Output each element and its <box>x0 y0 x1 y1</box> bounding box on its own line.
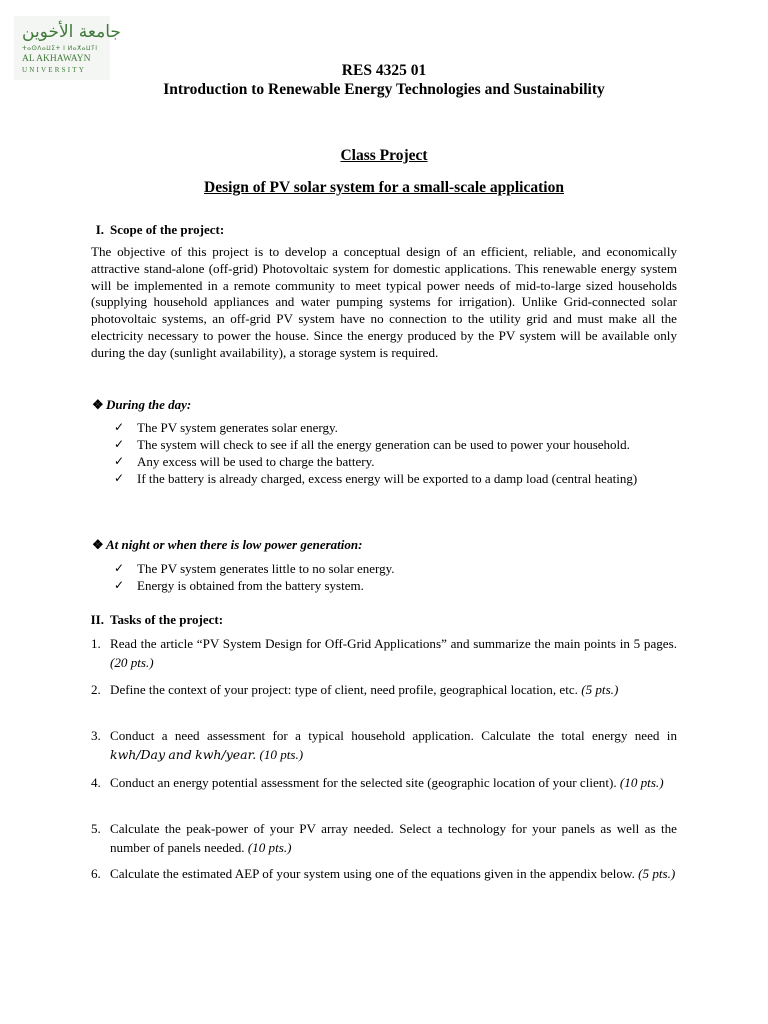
logo-university: UNIVERSITY <box>22 66 86 74</box>
task-points: (10 pts.) <box>247 840 292 855</box>
task-item <box>91 819 677 857</box>
task-number: 1. <box>91 636 101 651</box>
logo-name: AL AKHAWAYN <box>22 54 91 64</box>
during-day-list <box>114 419 674 487</box>
task-text: Calculate the estimated AEP of your system using one of the equations given in the appendix below. <box>110 866 635 881</box>
task-text: Define the context of your project: type of client, need profile, geographical location, etc. <box>110 682 578 697</box>
night-heading <box>92 537 362 553</box>
list-item-text: Any excess will be used to charge the battery. <box>137 454 375 469</box>
math-and: and <box>168 747 192 762</box>
project-subtitle: Design of PV solar system for a small-scale application <box>204 179 564 196</box>
task-text: Conduct an energy potential assessment for the selected site (geographic location of your client). <box>110 775 617 790</box>
task-points: (5 pts.) <box>638 866 676 881</box>
task-number: 3. <box>91 728 101 743</box>
list-item <box>114 436 674 453</box>
section-1-numeral: I. <box>95 222 104 237</box>
list-item-text: Energy is obtained from the battery system. <box>137 578 364 593</box>
list-item-text: The PV system generates solar energy. <box>137 420 338 435</box>
task-item <box>91 726 677 764</box>
scope-paragraph: The objective of this project is to develop a conceptual design of an efficient, reliable, and economically attractive stand-alone (off-grid) Photovoltaic system for domestic applications. This renewable energy system will be implemented in a remote community to meet typical power needs of mid-to-large sized households (supplying household appliances and water pumping systems for irrigation). Unlike Grid-connected solar photovoltaic systems, an off-grid PV system have no connection to the utility grid and must make all the electricity necessary to power the house. Since the energy produced by the PV system will be available only during the day (sunlight availability), a storage system is required. <box>91 244 677 360</box>
task-points: (5 pts.) <box>581 682 619 697</box>
list-item <box>114 453 674 470</box>
list-item-text: The system will check to see if all the energy generation can be used to power your household. <box>137 437 630 452</box>
task-number: 4. <box>91 775 101 790</box>
list-item <box>114 419 674 436</box>
during-day-heading <box>92 397 191 413</box>
task-item <box>91 773 677 792</box>
task-item <box>91 864 677 883</box>
checkmark-icon: ✓ <box>114 454 125 468</box>
project-heading: Class Project <box>340 147 428 164</box>
task-number: 5. <box>91 821 101 836</box>
task-points: (10 pts.) <box>619 775 664 790</box>
task-item <box>91 680 677 699</box>
task-points: (10 pts.) <box>259 747 304 762</box>
section-2-title: Tasks of the project: <box>110 612 224 627</box>
task-text: Calculate the peak-power of your PV array needed. Select a technology for your panels as well as the number of panels needed. <box>110 821 677 855</box>
math-unit-year: kwh/year. <box>195 747 257 762</box>
task-item <box>91 634 677 672</box>
section-1-title: Scope of the project: <box>110 222 225 237</box>
list-item <box>114 470 674 487</box>
list-item-text: If the battery is already charged, excess energy will be exported to a damp load (central heating) <box>137 471 638 486</box>
list-item-text: The PV system generates little to no solar energy. <box>137 561 395 576</box>
checkmark-icon: ✓ <box>114 420 125 434</box>
during-day-title: During the day: <box>106 397 192 412</box>
task-text: Conduct a need assessment for a typical household application. Calculate the total energy need in <box>110 728 677 743</box>
night-list <box>114 560 674 594</box>
task-number: 6. <box>91 866 101 881</box>
checkmark-icon: ✓ <box>114 561 125 575</box>
checkmark-icon: ✓ <box>114 437 125 451</box>
diamond-bullet-icon: ❖ <box>92 397 104 412</box>
course-title: Introduction to Renewable Energy Technologies and Sustainability <box>163 81 605 98</box>
list-item <box>114 560 674 577</box>
diamond-bullet-icon: ❖ <box>92 537 104 552</box>
logo-arabic-text: جامعة الأخوين <box>22 22 121 42</box>
logo-tifinagh-text: ⵜⴰⵙⴷⴰⵡⵉⵜ ⵏ ⵍⴰⵅⴰⵡⵢⵏ <box>22 45 98 52</box>
task-number: 2. <box>91 682 101 697</box>
checkmark-icon: ✓ <box>114 471 125 485</box>
list-item <box>114 577 674 594</box>
math-unit-day: kwh/Day <box>110 747 166 762</box>
task-points: (20 pts.) <box>110 655 154 670</box>
night-title: At night or when there is low power generation: <box>106 537 363 552</box>
task-text: Read the article “PV System Design for Off-Grid Applications” and summarize the main points in 5 pages. <box>110 636 677 651</box>
section-2-numeral: II. <box>90 612 104 627</box>
checkmark-icon: ✓ <box>114 578 125 592</box>
course-code: RES 4325 01 <box>341 62 427 79</box>
